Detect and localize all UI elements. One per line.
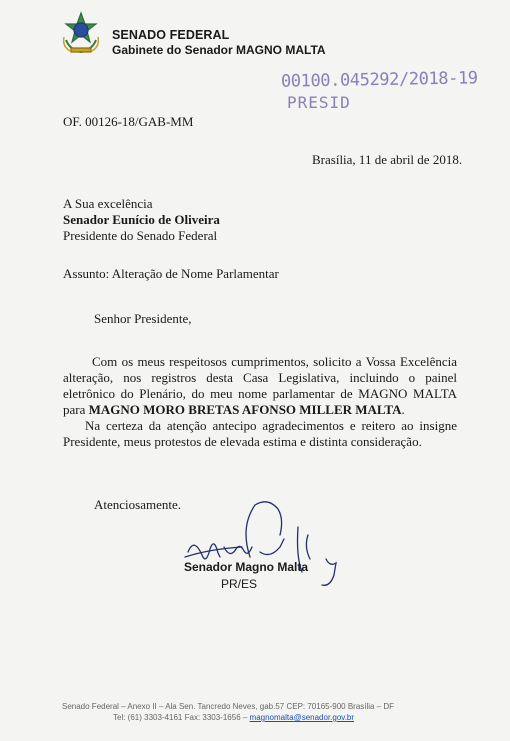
recipient-honorific: A Sua excelência: [63, 196, 153, 211]
signer-name: Senador Magno Malta: [184, 560, 309, 574]
email-link[interactable]: magnomalta@senador.gov.br: [249, 713, 355, 722]
footer-phone-fax: Tel: (61) 3303-4161 Fax: 3303-1656 –: [113, 713, 250, 722]
footer-address: Senado Federal – Anexo II – Ala Sen. Tancredo Neves, gab.57 CEP: 70165-900 Brasília – DF: [62, 702, 395, 711]
closing-phrase: Atenciosamente.: [94, 497, 181, 512]
recipient-name: Senador Eunício de Oliveira: [63, 212, 220, 227]
subject-line: Assunto: Alteração de Nome Parlamentar: [63, 266, 279, 281]
footer-contact: [113, 713, 354, 722]
org-name: SENADO FEDERAL: [112, 28, 230, 42]
office-name: Gabinete do Senador MAGNO MALTA: [112, 43, 326, 57]
letter-date: Brasília, 11 de abril de 2018.: [312, 152, 463, 167]
protocol-dept: PRESID: [287, 93, 351, 112]
signer-state: PR/ES: [221, 577, 258, 591]
request-text: Com os meus respeitosos cumprimentos, solicito a Vossa Excelência alteração, nos registros desta Casa Legislativa, incluindo o painel eletrônico do Plenário, do meu nome parlamentar de MAGNO MALTA para: [63, 354, 457, 417]
salutation: Senhor Presidente,: [94, 311, 192, 326]
protocol-stamp: 00100.045292/2018-19: [280, 68, 478, 92]
new-name: MAGNO MORO BRETAS AFONSO MILLER MALTA: [88, 402, 402, 417]
request-period: .: [401, 402, 405, 417]
document-reference: OF. 00126-18/GAB-MM: [63, 114, 194, 129]
recipient-title: Presidente do Senado Federal: [63, 228, 218, 243]
body-paragraph-closing: Na certeza da atenção antecipo agradecimentos e reitero ao insigne Presidente, meus protestos de elevada estima e distinta consideração.: [63, 418, 457, 449]
body-paragraph-request: [63, 354, 457, 418]
handwritten-signature: [180, 497, 360, 602]
brazil-coat-of-arms-icon: [58, 10, 104, 56]
